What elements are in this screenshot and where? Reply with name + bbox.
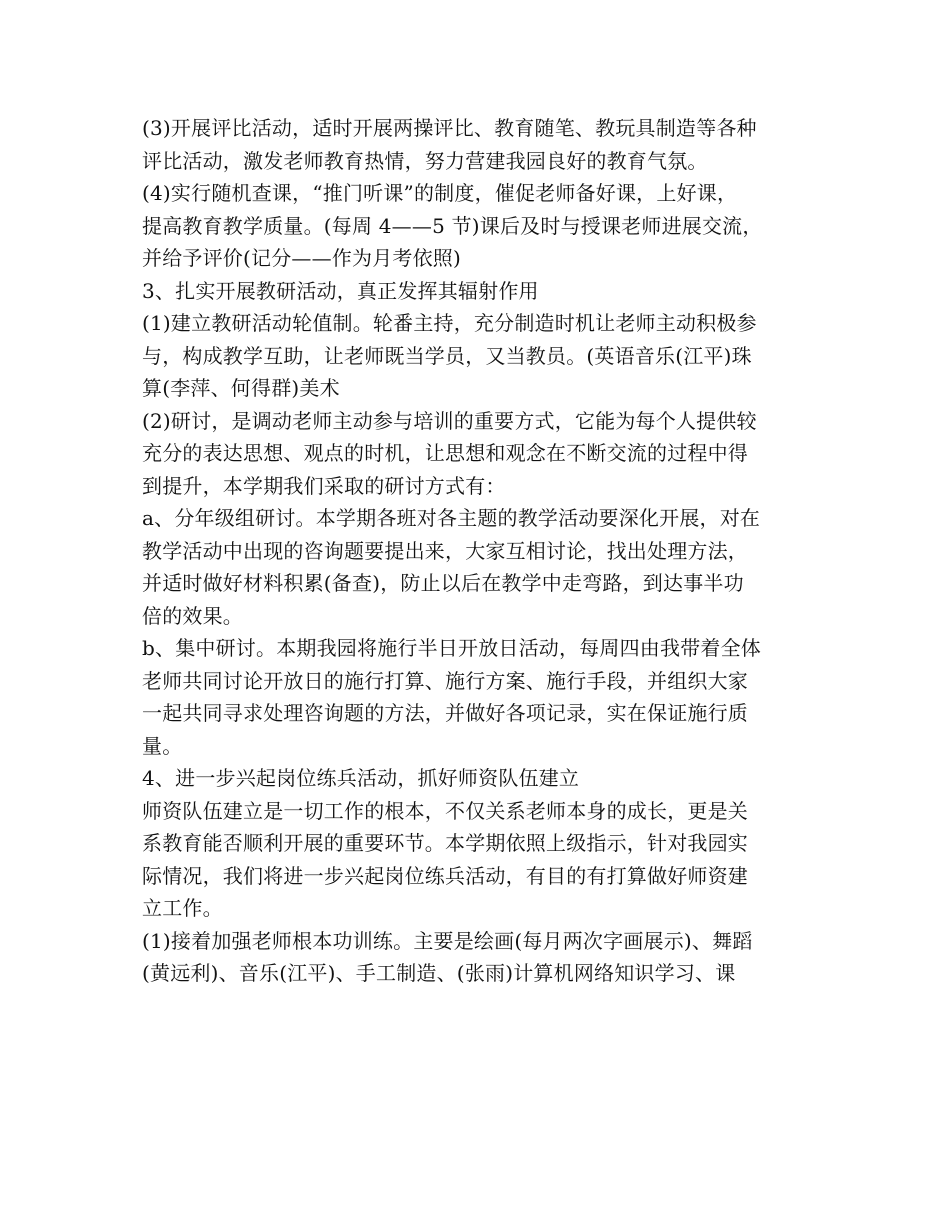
text-line: 立工作。 [142, 896, 223, 920]
document-body [142, 112, 822, 990]
text-line: (3)开展评比活动，适时开展两操评比、教育随笔、教玩具制造等各种 [142, 116, 757, 140]
text-line: b、集中研讨。本期我园将施行半日开放日活动，每周四由我带着全体 [142, 636, 762, 660]
text-line: 充分的表达思想、观点的时机，让思想和观念在不断交流的过程中得 [142, 441, 748, 465]
text-line: 际情况，我们将进一步兴起岗位练兵活动，有目的有打算做好师资建 [142, 863, 748, 888]
section-heading: 4、进一步兴起岗位练兵活动，抓好师资队伍建立 [142, 766, 580, 790]
text-line: 教学活动中出现的咨询题要提出来，大家互相讨论，找出处理方法， [142, 538, 748, 563]
text-line: 算(李萍、何得群)美术 [142, 376, 340, 400]
text-line: (4)实行随机查课，“推门听课”的制度，催促老师备好课，上好课， [142, 181, 738, 205]
text-line: 提高教育教学质量。(每周 4——5 节)课后及时与授课老师进展交流， [142, 213, 763, 238]
section-heading: 3、扎实开展教研活动，真正发挥其辐射作用 [142, 278, 539, 303]
text-line: 一起共同寻求处理咨询题的方法，并做好各项记录，实在保证施行质 [142, 701, 748, 725]
text-line: 到提升，本学期我们采取的研讨方式有： [142, 473, 506, 498]
text-line: a、分年级组研讨。本学期各班对各主题的教学活动要深化开展，对在 [142, 506, 761, 530]
text-line: 师资队伍建立是一切工作的根本，不仅关系老师本身的成长，更是关 [142, 798, 748, 823]
text-line: (1)建立教研活动轮值制。轮番主持，充分制造时机让老师主动积极参 [142, 311, 757, 335]
text-line: 并给予评价(记分——作为月考依照) [142, 246, 462, 270]
text-line: (2)研讨，是调动老师主动参与培训的重要方式，它能为每个人提供较 [142, 408, 757, 433]
text-line: 并适时做好材料积累(备查)，防止以后在教学中走弯路，到达事半功 [142, 571, 744, 595]
text-line: 量。 [142, 733, 183, 758]
text-line: (1)接着加强老师根本功训练。主要是绘画(每月两次字画展示)、舞蹈 [142, 928, 753, 953]
text-line: 与，构成教学互助，让老师既当学员，又当教员。(英语音乐(江平)珠 [142, 343, 752, 368]
text-line: 老师共同讨论开放日的施行打算、施行方案、施行手段，并组织大家 [142, 668, 748, 693]
text-line: 评比活动，激发老师教育热情，努力营建我园良好的教育气氛。 [142, 148, 708, 173]
text-line: 倍的效果。 [142, 603, 243, 628]
text-line: (黄远利)、音乐(江平)、手工制造、(张雨)计算机网络知识学习、课 [142, 961, 736, 985]
text-line: 系教育能否顺利开展的重要环节。本学期依照上级指示，针对我园实 [142, 831, 748, 855]
